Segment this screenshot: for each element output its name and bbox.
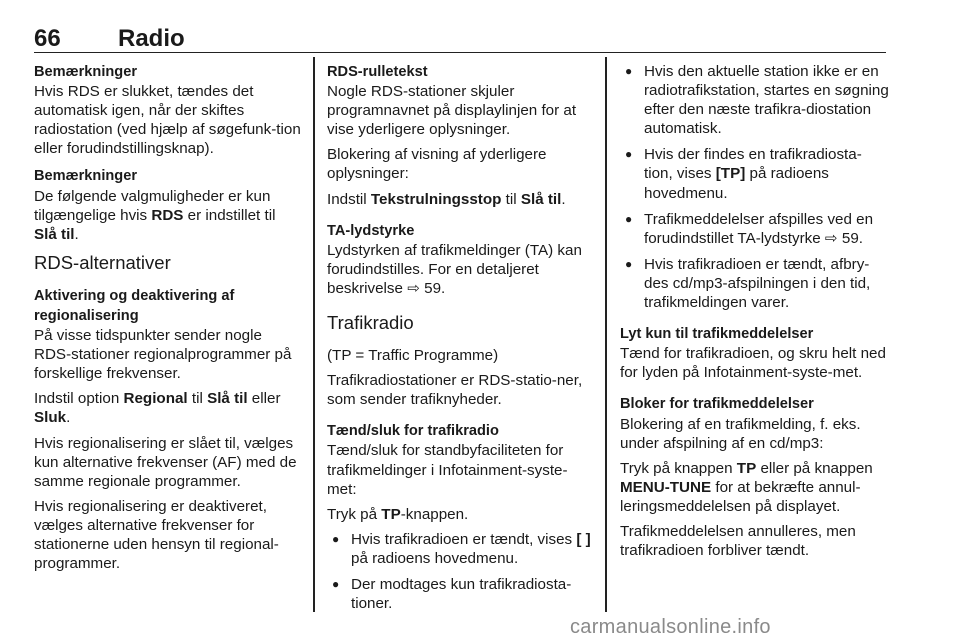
paragraph: Trafikmeddelelsen annulleres, men trafikradioen forbliver tændt. (620, 522, 856, 560)
list-item (620, 210, 890, 248)
paragraph-buttons (620, 459, 890, 516)
paragraph: Tænd for trafikradioen, og skru helt ned for lyden på Infotainment-syste-met. (620, 345, 886, 382)
paragraph-tp (327, 505, 595, 524)
tp-button-label: TP (381, 505, 401, 523)
option-on: Slå til (520, 190, 562, 208)
list-item (327, 530, 595, 568)
section-title-rds-alternatives: RDS-alternativer (34, 251, 171, 273)
text: Hvis trafikradioen er tændt, vises (351, 530, 577, 548)
block-block (620, 394, 890, 452)
page-header (34, 22, 886, 53)
text: -knappen. (400, 505, 469, 523)
subheading-text: Aktivering og deaktivering af regionalisering (34, 287, 235, 324)
paragraph: Nogle RDS-stationer skjuler programnavnet på displaylinjen for at vise yderligere oplysninger. (327, 83, 577, 139)
bullet-list (620, 62, 890, 312)
column-3 (620, 62, 890, 566)
paragraph: Tænd/sluk for standbyfaciliteten for trafikmeldinger i Infotainment-syste-met: (327, 442, 568, 498)
tp-indicator: [TP] (715, 165, 746, 183)
paragraph: Blokering af visning af yderligere oplysninger: (327, 146, 547, 183)
toggle-block (327, 421, 595, 498)
rds-text-block (327, 62, 595, 139)
text: eller (247, 390, 281, 408)
heading-listen-only: Lyt kun til trafikmeddelelser (620, 326, 814, 343)
text: Indstil option (34, 390, 124, 408)
watermark: carmanualsonline.info (570, 616, 771, 638)
paragraph-option (327, 190, 595, 209)
note-1-body: Hvis RDS er slukket, tændes det automatisk igen, når der skiftes radiostation (ved hjælp af søgefunk-tion eller forudindstillingsknap). (34, 83, 301, 158)
text: på radioens hovedmenu. (351, 549, 519, 567)
text: Hvis der findes en trafikradiosta-tion, vises (644, 146, 862, 183)
note-2 (34, 166, 302, 243)
note-2-end: . (74, 225, 79, 243)
heading-ta-volume: TA-lydstyrke (327, 222, 415, 239)
note-2-text: De følgende valgmuligheder er kun tilgængelige hvis (34, 187, 271, 224)
note-2-option: Slå til (34, 225, 75, 243)
list-item: ● Hvis trafikradioen er tændt, afbry-des cd/mp3-afspilningen i den tid, trafikmeldingen varer. (620, 255, 890, 312)
text: . (561, 190, 566, 208)
note-1-title: Bemærkninger (34, 64, 137, 80)
column-1 (34, 62, 302, 579)
paragraph-option (34, 389, 302, 427)
column-2 (327, 62, 595, 620)
heading-block-traffic: Bloker for trafikmeddelelser (620, 396, 814, 413)
paragraph: På visse tidspunkter sender nogle RDS-stationer regionalprogrammer på forskellige frekvenser. (34, 327, 292, 383)
paragraph: Trafikradiostationer er RDS-statio-ner, som sender trafiknyheder. (327, 372, 583, 409)
option-off: Sluk (34, 409, 67, 427)
paragraph: Hvis regionalisering er deaktiveret, vælges alternative frekvenser for stationerne uden hensyn til regional-programmer. (34, 497, 279, 573)
text: Indstil (327, 190, 371, 208)
text: til (187, 390, 208, 408)
page-title: Radio (118, 25, 185, 52)
text: for at bekræfte annul-leringsmeddelelsen på displayet. (620, 478, 861, 515)
indicator: [ ] (576, 530, 591, 548)
text: Tryk på knappen (620, 459, 737, 477)
list-item: ● Der modtages kun trafikradiosta-tioner. (327, 575, 595, 613)
menu-tune-button-label: MENU-TUNE (620, 478, 712, 496)
paragraph: (TP = Traffic Programme) (327, 347, 499, 365)
heading-rds-scroll: RDS-rulletekst (327, 64, 428, 80)
text: til (501, 190, 521, 208)
tp-button-label: TP (736, 459, 757, 477)
text: Tryk på (327, 505, 382, 523)
note-2-text-mid: er indstillet til (183, 206, 276, 224)
list-item: ● Hvis den aktuelle station ikke er en radiotrafikstation, startes en søgning efter den næste trafikra-diostation automatisk. (620, 62, 890, 138)
column-divider-1 (313, 57, 315, 612)
paragraph: Blokering af en trafikmelding, f. eks. under afspilning af en cd/mp3: (620, 415, 861, 452)
text: på radioens hovedmenu. (644, 165, 829, 202)
subheading-regionalization (34, 286, 302, 326)
paragraph: Lydstyrken af trafikmeldinger (TA) kan forudindstilles. For en detaljeret beskrivelse (327, 241, 582, 297)
page-number: 66 (34, 25, 61, 52)
page-reference-link[interactable]: ⇨ 59. (824, 229, 863, 247)
note-2-title: Bemærkninger (34, 168, 137, 185)
option-scroll-stop: Tekstrulningsstop (370, 190, 502, 208)
list-item (620, 145, 890, 202)
listen-block (620, 324, 890, 382)
option-on: Slå til (207, 390, 248, 408)
paragraph: Hvis regionalisering er slået til, vælges kun alternative frekvenser (AF) med de samme regionale programmer. (34, 434, 297, 490)
text: . (66, 409, 71, 427)
section-title-traffic-radio: Trafikradio (327, 312, 414, 334)
note-1 (34, 62, 302, 158)
bullet-list (327, 530, 595, 613)
text: Trafikmeddelelser afspilles ved en forudindstillet TA-lydstyrke (644, 210, 874, 247)
option-regional: Regional (123, 390, 188, 408)
page-reference-link[interactable]: ⇨ 59. (407, 279, 446, 297)
ta-volume-block (327, 221, 595, 298)
text: eller på knappen (756, 459, 873, 477)
heading-toggle-traffic: Tænd/sluk for trafikradio (327, 423, 499, 440)
note-2-rds: RDS (151, 206, 184, 224)
column-divider-2 (605, 57, 607, 612)
